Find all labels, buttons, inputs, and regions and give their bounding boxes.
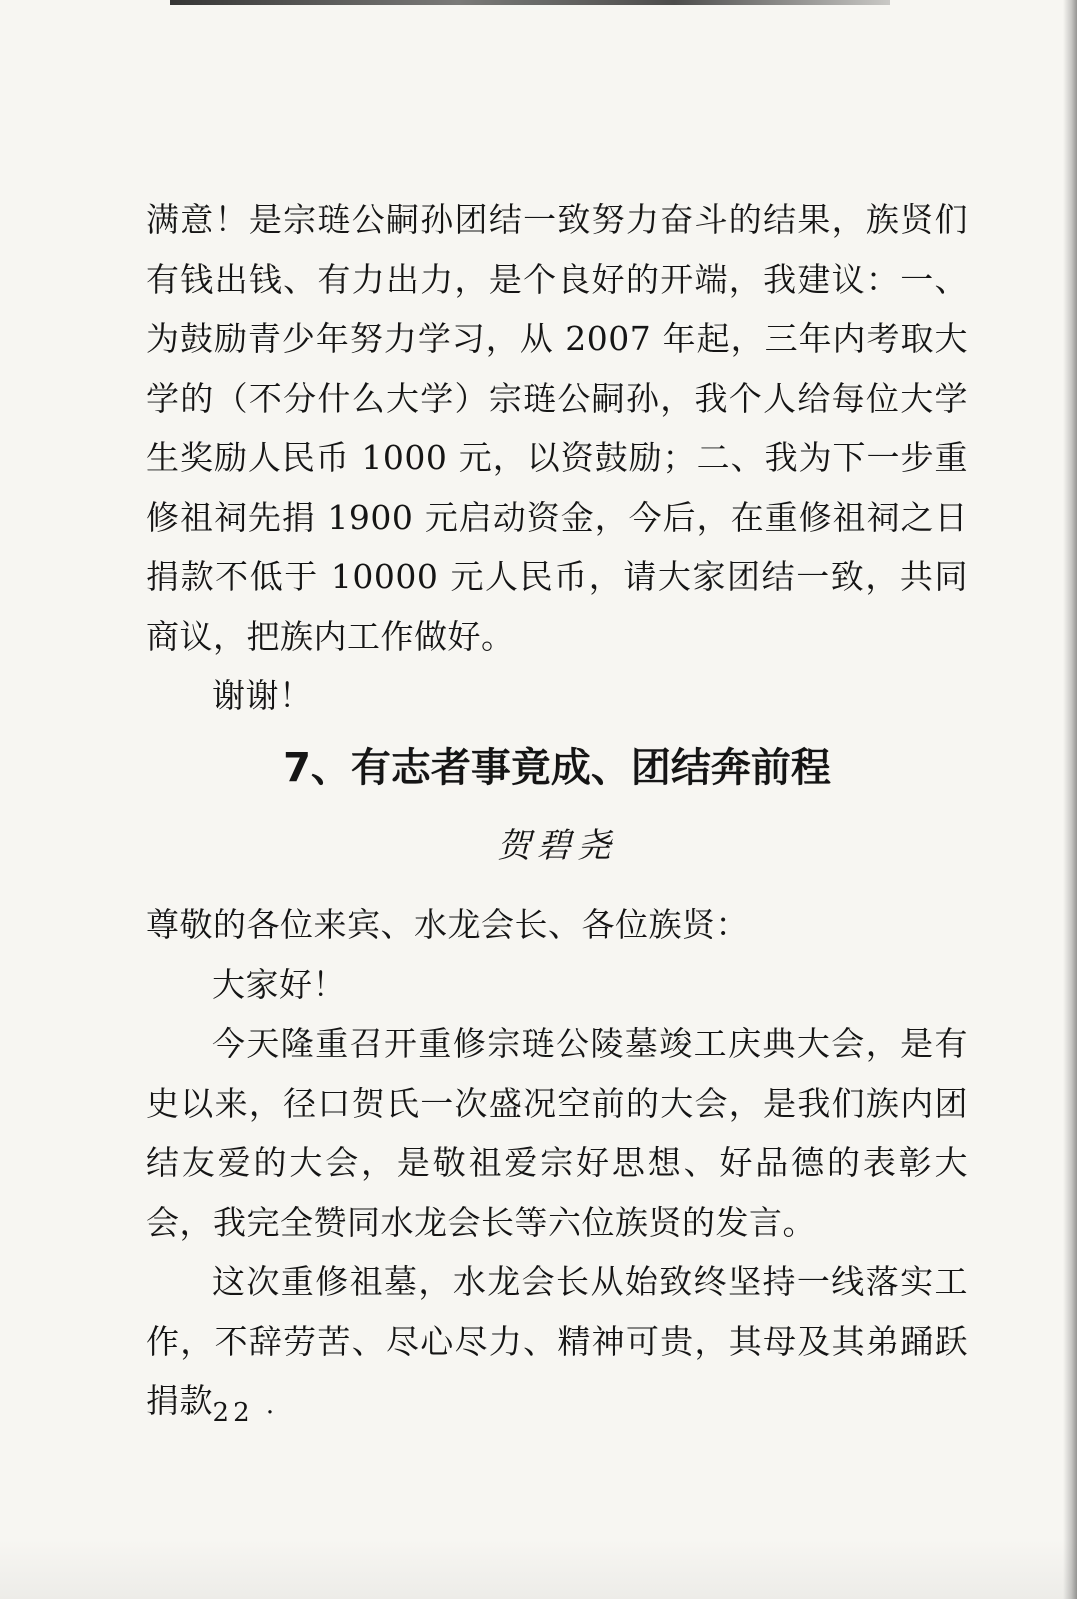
- speech-text: [146, 895, 968, 1431]
- scan-right-shadow: [1063, 0, 1077, 1599]
- continued-speech-text: [146, 190, 968, 726]
- salutation: 尊敬的各位来宾、水龙会长、各位族贤：: [146, 905, 749, 944]
- paragraph-continued: 满意！是宗琏公嗣孙团结一致努力奋斗的结果，族贤们有钱出钱、有力出力，是个良好的开端，我建议：一、为鼓励青少年努力学习，从 2007 年起，三年内考取大学的（不分什么大学）宗琏公嗣孙，我个人给每位大学生奖励人民币 1000 元，以资鼓励；二、我为下一步重修祖祠先捐 1900 元启动资金，今后，在重修祖祠之日捐款不低于 10000 元人民币，请大家团结一致，共同商议，把族内工作做好。: [146, 200, 968, 656]
- section-title: 7、有志者事竟成、团结奔前程: [283, 745, 831, 791]
- scan-top-edge: [170, 0, 890, 5]
- paragraph-reconstruction: 这次重修祖墓，水龙会长从始致终坚持一线落实工作，不辞劳苦、尽心尽力、精神可贵，其母及其弟踊跃捐款: [146, 1262, 968, 1420]
- scan-bottom-shade: [0, 1539, 1077, 1599]
- page-number: · 22 ·: [188, 1398, 279, 1428]
- greeting: 大家好！: [212, 964, 346, 1004]
- paragraph-thanks: 谢谢！: [212, 676, 313, 715]
- paragraph-celebration: 今天隆重召开重修宗琏公陵墓竣工庆典大会，是有史以来，径口贺氏一次盛况空前的大会，是我们族内团结友爱的大会，是敬祖爱宗好思想、好品德的表彰大会，我完全赞同水龙会长等六位族贤的发言。: [146, 1024, 968, 1242]
- author-name: 贺碧尧: [497, 826, 617, 866]
